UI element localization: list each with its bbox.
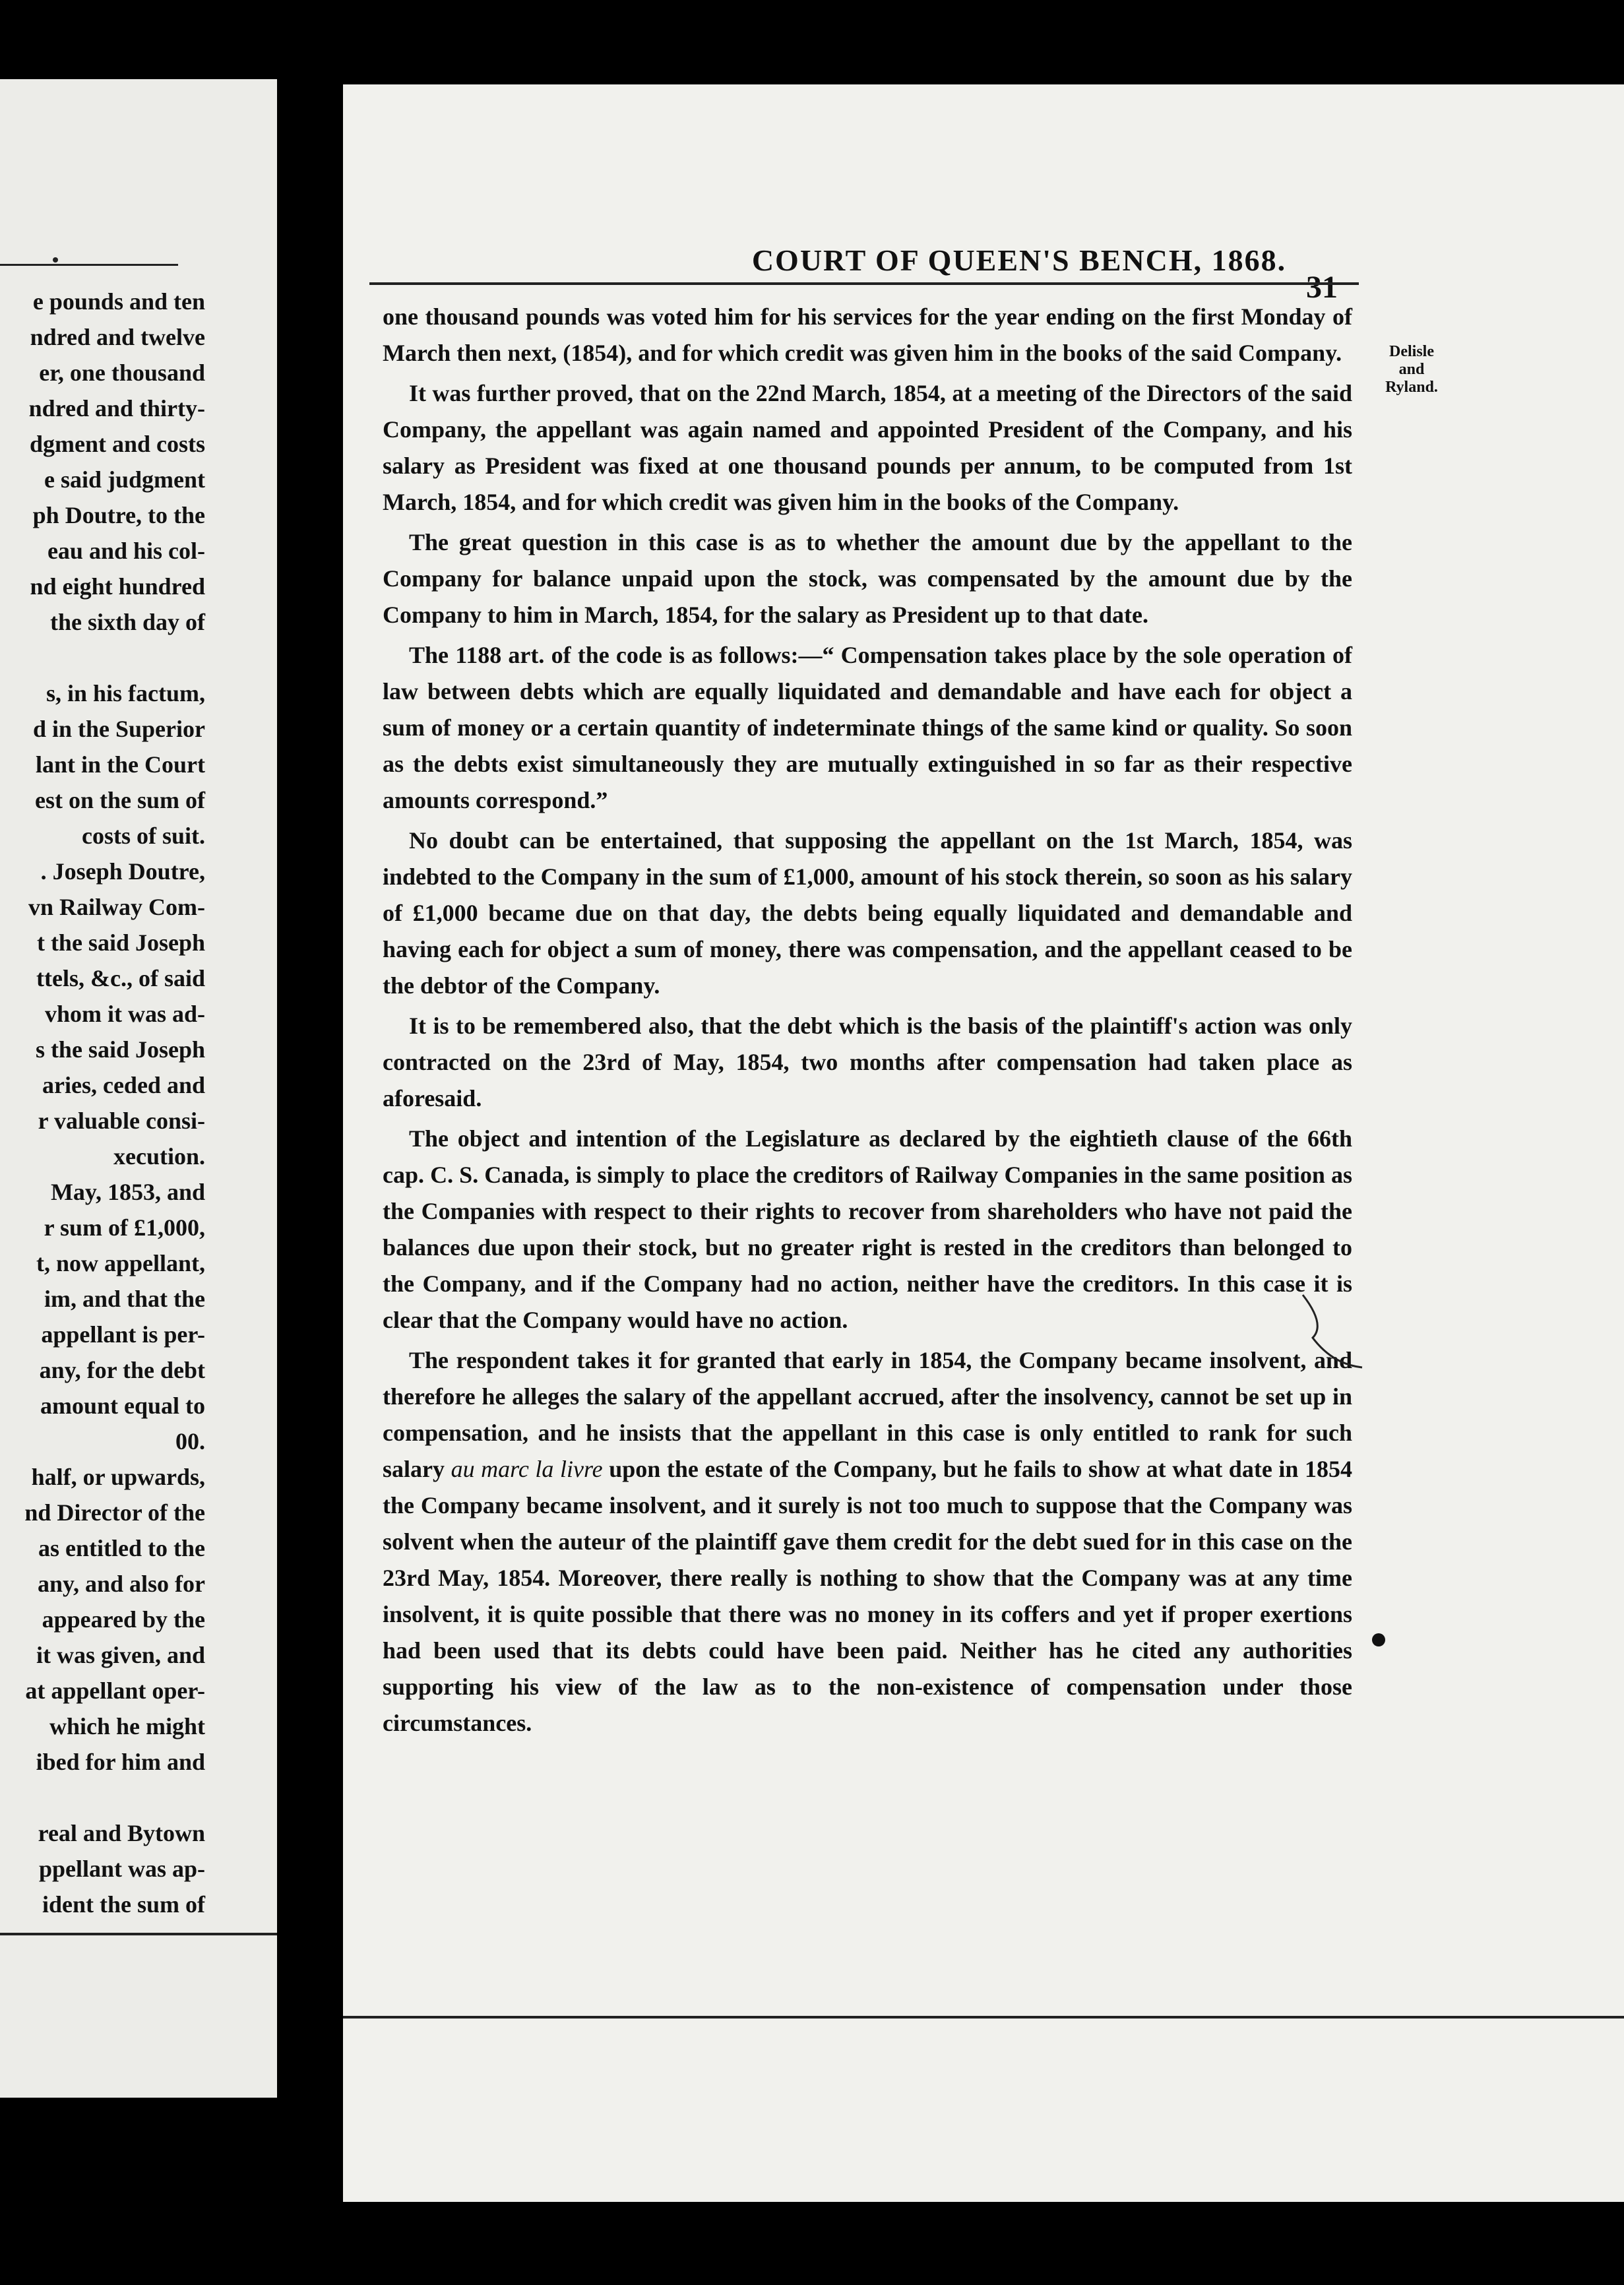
left-page-line: e pounds and ten	[32, 288, 205, 315]
margin-note-line: and	[1398, 361, 1425, 378]
page-number: 31	[1306, 270, 1338, 305]
left-page-line: amount equal to	[40, 1393, 205, 1419]
left-page-line: est on the sum of	[35, 787, 205, 813]
ink-blot	[1372, 1633, 1385, 1646]
margin-note-line: Ryland.	[1385, 379, 1438, 396]
paragraph	[383, 1342, 1352, 1741]
left-page-line: eau and his col-	[47, 538, 205, 564]
left-page-line: d in the Superior	[32, 716, 205, 742]
left-page-text	[0, 284, 208, 1922]
left-page-line	[0, 1780, 208, 1815]
left-page-line: lant in the Court	[35, 751, 205, 778]
left-page-line: ppellant was ap-	[38, 1856, 205, 1882]
left-page-line: xecution.	[113, 1143, 205, 1170]
left-page-line: er, one thousand	[39, 360, 205, 386]
left-page-line: which he might	[49, 1713, 205, 1739]
left-page-line: ident the sum of	[42, 1891, 205, 1918]
left-bottom-rule	[0, 1933, 277, 1935]
paragraph: The great question in this case is as to whether the amount due by the appellant to the Company for balance unpaid upon the stock, was compensated by the amount due by the Company to him in March, 1854, for the salary as President up to that date.	[383, 529, 1352, 628]
left-page-line: s the said Joseph	[35, 1036, 205, 1063]
paragraph: It is to be remembered also, that the debt which is the basis of the plaintiff's action was only contracted on the 23rd of May, 1854, two months after compensation had taken place as aforesaid.	[383, 1013, 1352, 1111]
left-page-line: dgment and costs	[29, 431, 205, 457]
left-page-line: appeared by the	[42, 1606, 205, 1633]
left-page-line: at appellant oper-	[25, 1677, 205, 1704]
left-page-line: s, in his factum,	[46, 680, 205, 706]
left-page-line: half, or upwards,	[31, 1464, 205, 1490]
italic-phrase: au marc la livre	[451, 1456, 603, 1482]
left-page-line: . Joseph Doutre,	[40, 858, 205, 885]
left-page-line: costs of suit.	[82, 823, 205, 849]
paragraph: one thousand pounds was voted him for his services for the year ending on the first Monday of March then next, (1854), and for which credit was given him in the books of the said Company.	[383, 303, 1352, 366]
paragraph: The object and intention of the Legislature as declared by the eightieth clause of the 66th cap. C. S. Canada, is simply to place the creditors of Railway Companies in the same position as the Companies with respect to their rights to recover from shareholders who have not paid the balances due upon their stock, but no greater right is rested in the creditors than belonged to the Company, and if the Company had no action, neither have the creditors. In this case it is clear that the Company would have no action.	[383, 1125, 1352, 1333]
left-page-line	[0, 640, 208, 675]
left-page-line: r valuable consi-	[38, 1108, 205, 1134]
paragraph: The 1188 art. of the code is as follows:—“ Compensation takes place by the sole operation of law between debts which are equally liquidated and demandable and have each for object a sum of money or a certain quantity of indeterminate things of the same kind or quality. So soon as the debts exist simultaneously they are mutually extinguished in so far as their respective amounts correspond.”	[383, 642, 1352, 813]
left-page-line: aries, ceded and	[42, 1072, 205, 1098]
left-page-line: t, now appellant,	[36, 1250, 205, 1276]
main-page	[343, 84, 1624, 2202]
running-title: COURT OF QUEEN'S BENCH, 1868.	[751, 243, 1287, 277]
left-page-line: 00.	[175, 1428, 205, 1455]
margin-note	[1372, 343, 1451, 396]
left-page-line: e said judgment	[44, 466, 205, 493]
left-page-line: any, and also for	[37, 1571, 205, 1597]
left-page-line: ph Doutre, to the	[32, 502, 205, 528]
paragraph: No doubt can be entertained, that supposing the appellant on the 1st March, 1854, was indebted to the Company in the sum of £1,000, amount of his stock therein, so soon as his salary of £1,000 became due on that day, the debts being equally liquidated and demandable and having each for object a sum of money, there was compensation, and the appellant ceased to be the debtor of the Company.	[383, 827, 1352, 999]
left-page-line: May, 1853, and	[50, 1179, 205, 1205]
left-page-line: the sixth day of	[49, 609, 205, 635]
paragraph-text: upon the estate of the Company, but he fails to show at what date in 1854 the Company became insolvent, and it surely is not too much to suppose that the Company was solvent when the auteur of the plaintiff gave them credit for the debt sued for in this case on the 23rd May, 1854. Moreover, there really is nothing to show that the Company was at any time insolvent, it is quite possible that there was no money in its coffers and yet if proper exertions had been used that its debts could have been paid. Neither has he cited any authorities supporting his view of the law as to the non-existence of compensation under those circumstances.	[383, 1456, 1352, 1736]
left-page-line: nd Director of the	[24, 1499, 205, 1526]
left-page-line: vhom it was ad-	[44, 1001, 205, 1027]
body-text	[383, 299, 1352, 1745]
left-page-line: vn Railway Com-	[28, 894, 205, 920]
left-page-line: ttels, &c., of said	[36, 965, 205, 991]
left-page-line: im, and that the	[44, 1286, 205, 1312]
ornament-dot	[53, 257, 58, 263]
bottom-rule	[343, 2016, 1624, 2019]
margin-note-line: Delisle	[1389, 343, 1434, 360]
left-header-rule	[0, 264, 178, 266]
paragraph-text: The respondent takes it for granted that early in 1854, the Company became insolvent, and therefore he alleges the salary of the appellant accrued, after the insolvency, cannot be set up in compensation, and he insists that the appellant in this case is only entitled to rank for such salary	[383, 1347, 1352, 1482]
left-page-line: any, for the debt	[39, 1357, 205, 1383]
left-facing-page	[0, 79, 277, 2098]
left-page-line: t the said Joseph	[36, 929, 205, 956]
left-page-line: ndred and twelve	[30, 324, 205, 350]
left-page-line: it was given, and	[36, 1642, 205, 1668]
paragraph: It was further proved, that on the 22nd March, 1854, at a meeting of the Directors of the said Company, the appellant was again named and appointed President of the Company, and his salary as President was fixed at one thousand pounds per annum, to be computed from 1st March, 1854, and for which credit was given him in the books of the Company.	[383, 380, 1352, 515]
left-page-line: ibed for him and	[36, 1749, 205, 1775]
left-page-line: appellant is per-	[41, 1321, 205, 1348]
header-rule	[369, 282, 1359, 285]
pencil-flourish-mark	[1299, 1292, 1365, 1371]
left-page-line: nd eight hundred	[30, 573, 205, 600]
left-page-line: real and Bytown	[38, 1820, 205, 1846]
left-page-line: as entitled to the	[38, 1535, 205, 1561]
left-page-line: r sum of £1,000,	[44, 1214, 205, 1241]
left-page-line: ndred and thirty-	[28, 395, 205, 422]
